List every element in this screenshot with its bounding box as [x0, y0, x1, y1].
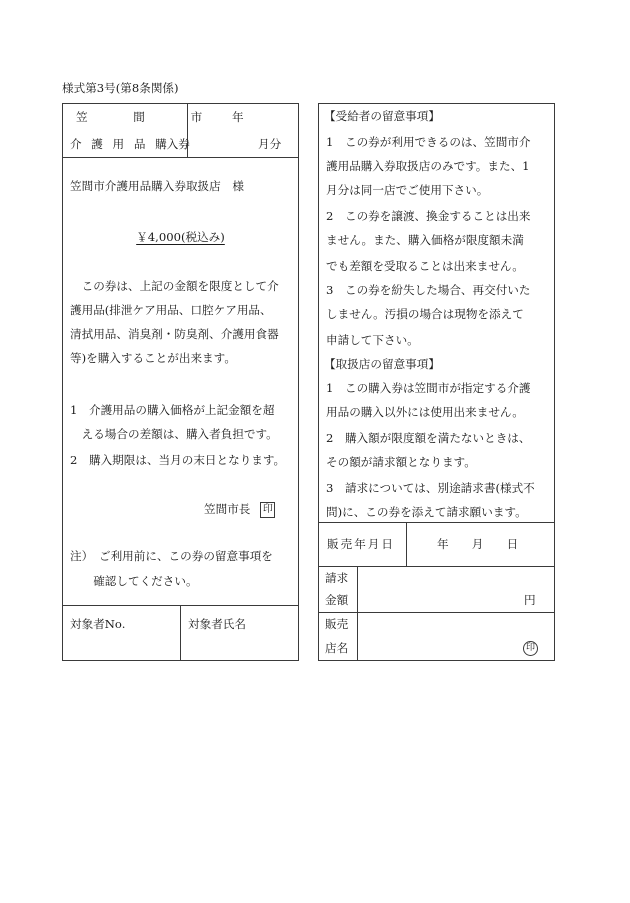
sale-date-top-rule — [318, 522, 555, 523]
note-line: 1 介護用品の購入価格が上記金額を超 — [70, 403, 275, 417]
addressee: 笠間市介護用品購入券取扱店 様 — [70, 179, 244, 193]
issuer-name: 笠間市長 — [204, 502, 251, 516]
store-label-bottom: 店名 — [325, 641, 349, 655]
recipient-note-line: ません。また、購入価格が限度額未満 — [326, 233, 524, 247]
recipient-note-line: 3 この券を紛失した場合、再交付いた — [326, 283, 531, 297]
voucher-title: 介 護 用 品 購入券 — [70, 137, 190, 151]
sale-date-divider — [406, 522, 407, 566]
label-column-divider — [357, 566, 358, 661]
header-bottom-rule — [62, 157, 299, 158]
store-note-line: 用品の購入以外には使用出来ません。 — [326, 405, 524, 419]
store-note-line: 2 購入額が限度額を満たないときは、 — [326, 431, 531, 445]
recipient-note-line: しません。汚損の場合は現物を添えて — [326, 307, 524, 321]
city-name: 笠 間 市 — [76, 110, 210, 124]
store-note-line: その額が請求額となります。 — [326, 455, 476, 469]
recipient-note-line: 2 この券を譲渡、換金することは出来 — [326, 209, 531, 223]
recipient-note-line: 月分は同一店でご使用下さい。 — [326, 183, 489, 197]
store-top-rule — [318, 612, 555, 613]
description-line: 護用品(排泄ケア用品、口腔ケア用品、 — [70, 303, 272, 317]
issuer-signature — [204, 501, 275, 518]
recipient-notes-heading: 【受給者の留意事項】 — [324, 109, 440, 123]
sale-date-fields: 年 月 日 — [437, 537, 519, 551]
recipient-note-line: 護用品購入券取扱店のみです。また、1 — [326, 159, 530, 173]
billing-label-bottom: 金額 — [325, 593, 349, 607]
note-line: える場合の差額は、購入者負担です。 — [70, 427, 278, 441]
description-line: この券は、上記の金額を限度として介 — [70, 279, 279, 293]
store-seal-stamp: 印 — [523, 641, 538, 656]
billing-unit: 円 — [524, 593, 536, 607]
description-line: 清拭用品、消臭剤・防臭剤、介護用食器 — [70, 327, 279, 341]
footer-divider — [180, 605, 181, 661]
sale-date-label: 販売年月日 — [327, 537, 395, 551]
store-label-top: 販売 — [325, 617, 349, 631]
billing-label-top: 請求 — [325, 571, 349, 585]
store-note-line: 1 この購入券は笠間市が指定する介護 — [326, 381, 531, 395]
month-label: 月分 — [258, 137, 282, 151]
recipient-note-line: 1 この券が利用できるのは、笠間市介 — [326, 135, 531, 149]
store-notes-heading: 【取扱店の留意事項】 — [324, 357, 440, 371]
description-line: 等)を購入することが出来ます。 — [70, 351, 236, 365]
store-note-line: 3 請求については、別途請求書(様式不 — [326, 481, 535, 495]
form-number-label: 様式第3号(第8条関係) — [62, 81, 179, 95]
billing-top-rule — [318, 566, 555, 567]
caution-line: 注） ご利用前に、この券の留意事項を — [70, 549, 273, 563]
recipient-note-line: 申請して下さい。 — [326, 333, 419, 347]
seal-stamp: 印 — [260, 502, 275, 518]
caution-line: 確認してください。 — [70, 574, 198, 588]
note-line: 2 購入期限は、当月の末日となります。 — [70, 453, 286, 467]
year-label: 年 — [232, 110, 244, 124]
store-note-line: 問)に、この券を添えて請求願います。 — [326, 505, 527, 519]
recipient-number-label: 対象者No. — [70, 617, 126, 631]
recipient-name-label: 対象者氏名 — [188, 617, 246, 631]
recipient-note-line: でも差額を受取ることは出来ません。 — [326, 259, 524, 273]
voucher-amount: ￥4,000(税込み) — [136, 230, 225, 244]
